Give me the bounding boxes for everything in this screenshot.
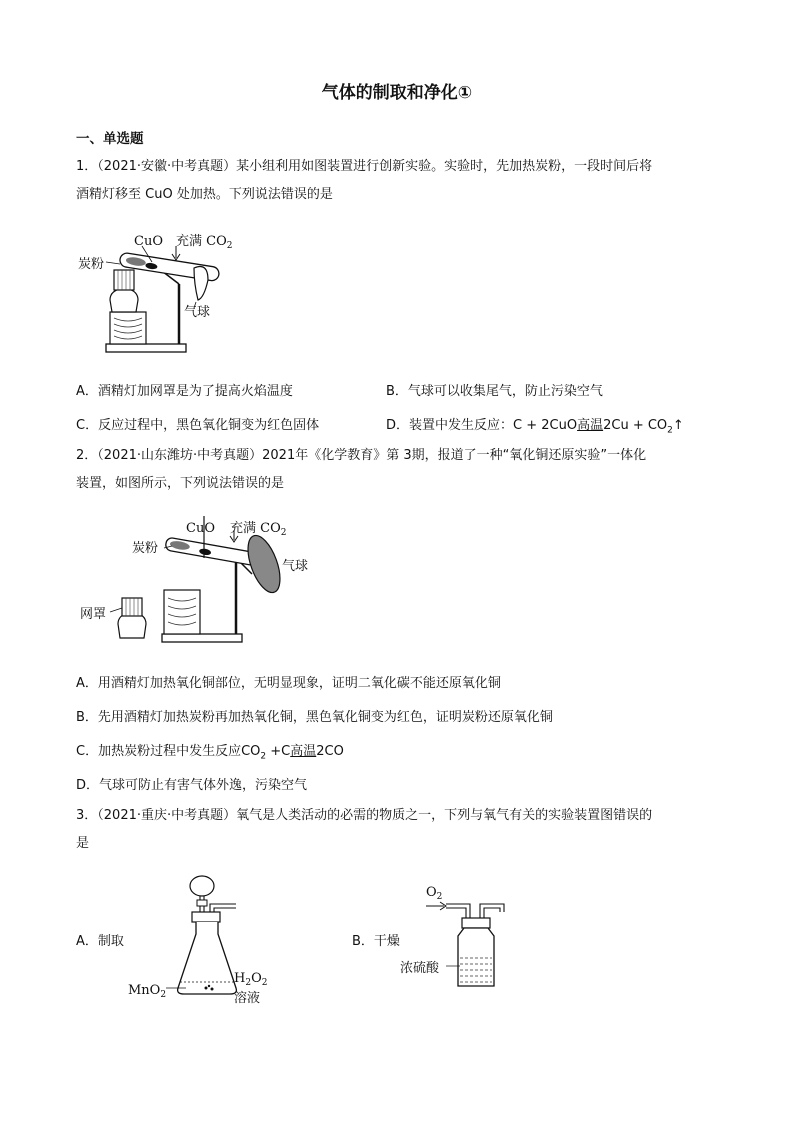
question-text: 氧气是人类活动的必需的物质之一，下列与氧气有关的实验装置图错误的: [236, 808, 653, 823]
question-source: （2021·重庆·中考真题）: [97, 808, 237, 823]
label-cuo: CuO: [186, 521, 215, 536]
label-co2: 充满 $CO_2$: [230, 521, 287, 538]
question-text: 是: [76, 836, 90, 851]
question-number: 3．: [76, 808, 98, 823]
question-number: 1．: [76, 159, 98, 174]
label-mno2: MnO$_2$: [128, 983, 167, 1000]
condition-high-temp: 高温: [290, 744, 317, 759]
alcohol-lamp: [110, 288, 138, 312]
wood-block: [164, 590, 200, 634]
label-conc-sulfuric-acid: 浓硫酸: [400, 961, 440, 976]
stopper: [462, 918, 490, 928]
question-source: （2021·山东潍坊·中考真题）: [97, 448, 263, 463]
question-text: 酒精灯移至 CuO 处加热。下列说法错误的是: [76, 187, 333, 202]
q2-apparatus-figure: [76, 512, 326, 652]
question-1-stem: [76, 153, 716, 209]
condition-high-temp: 高温: [577, 418, 604, 433]
label-carbon: 炭粉: [132, 541, 159, 556]
q2-option-c[interactable]: C．加热炭粉过程中发生反应$CO_2 +C$高温2CO: [76, 744, 344, 762]
label-balloon: 气球: [282, 559, 309, 574]
q3-flask-figure: [126, 870, 276, 1008]
question-3-stem: [76, 802, 716, 858]
question-text: 某小组利用如图装置进行创新实验。实验时，先加热炭粉，一段时间后将: [236, 159, 653, 174]
q1-option-a[interactable]: A．酒精灯加网罩是为了提高火焰温度: [76, 384, 293, 399]
q3-option-b[interactable]: B．干燥: [352, 934, 400, 949]
separatory-funnel: [190, 876, 214, 896]
q2-option-b[interactable]: B．先用酒精灯加热炭粉再加热氧化铜，黑色氧化铜变为红色，证明炭粉还原氧化铜: [76, 710, 553, 725]
label-co2: 充满 $CO_2$: [176, 234, 233, 251]
conical-flask: [178, 922, 237, 994]
stand-base: [106, 344, 186, 352]
label-cuo: CuO: [134, 234, 163, 249]
label-h2o2: $H_2O_2$: [234, 971, 268, 988]
q3-wash-bottle-figure: [400, 882, 520, 994]
gas-wash-bottle: [458, 928, 494, 986]
label-solution: 溶液: [234, 991, 261, 1006]
question-number: 2．: [76, 448, 98, 463]
page-title: 气体的制取和净化①: [321, 83, 473, 103]
label-net: 网罩: [80, 607, 107, 622]
q3-option-a[interactable]: A．制取: [76, 934, 124, 949]
q1-option-c[interactable]: C．反应过程中，黑色氧化铜变为红色固体: [76, 418, 320, 433]
net-cover: [122, 598, 142, 616]
stand-base: [162, 634, 242, 642]
balloon: [194, 267, 208, 301]
q1-apparatus-figure: [76, 224, 256, 364]
question-text: 2021年《化学教育》第 3期，报道了一种“氧化铜还原实验”一体化: [262, 448, 647, 463]
net-cover: [114, 270, 134, 290]
stopper: [192, 912, 220, 922]
label-o2: $O_2$: [426, 885, 443, 902]
q2-option-d[interactable]: D．气球可防止有害气体外逸，污染空气: [76, 778, 308, 793]
q1-option-d[interactable]: D．装置中发生反应：C + 2CuO高温$2Cu + CO_2↑$: [386, 418, 684, 436]
section-heading: 一、单选题: [76, 131, 144, 147]
label-carbon: 炭粉: [78, 257, 105, 272]
question-source: （2021·安徽·中考真题）: [97, 159, 237, 174]
question-2-stem: [76, 442, 716, 498]
question-text: 装置，如图所示，下列说法错误的是: [76, 476, 285, 491]
q1-option-b[interactable]: B．气球可以收集尾气，防止污染空气: [386, 384, 603, 399]
label-balloon: 气球: [184, 305, 211, 320]
q2-option-a[interactable]: A．用酒精灯加热氧化铜部位，无明显现象，证明二氧化碳不能还原氧化铜: [76, 676, 501, 691]
